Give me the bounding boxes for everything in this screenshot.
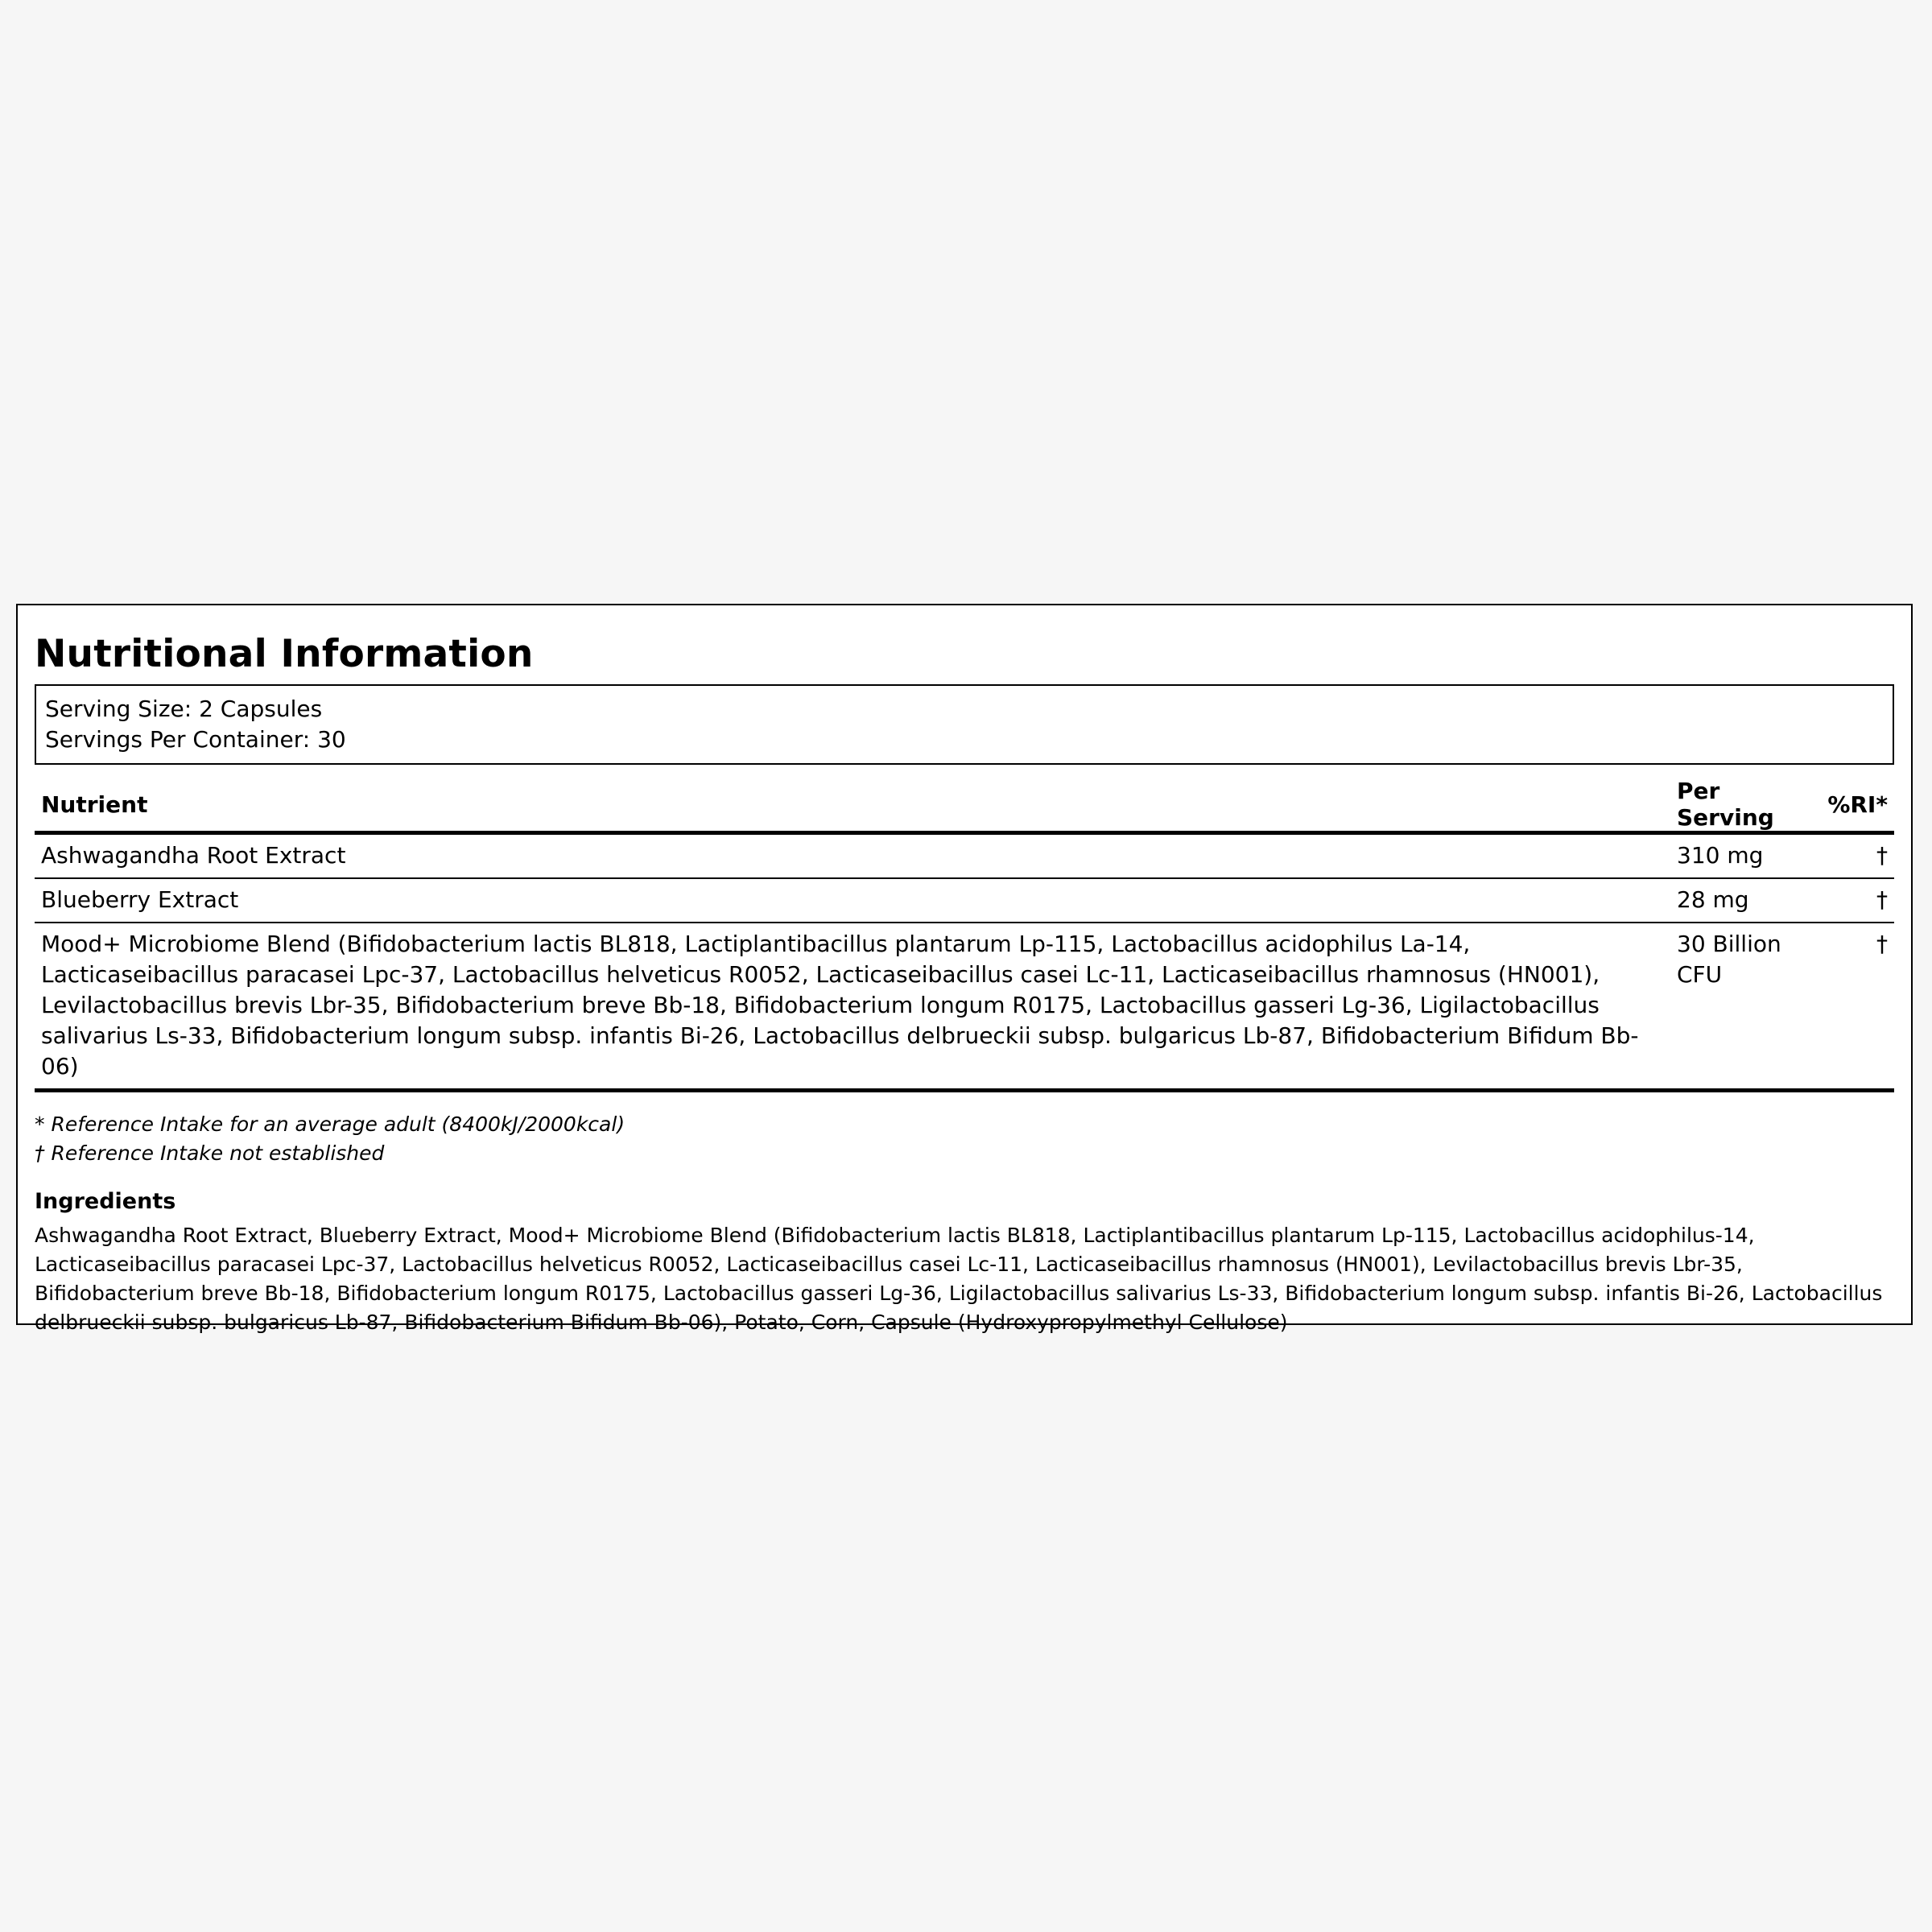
nutrient-ri: † bbox=[1814, 923, 1894, 1091]
footnotes bbox=[35, 1110, 1894, 1168]
ingredients-text: Ashwagandha Root Extract, Blueberry Extract, Mood+ Microbiome Blend (Bifidobacterium lactis BL818, Lactiplantibacillus plantarum Lp-115, Lactobacillus acidophilus-14, Lacticaseibacillus paracasei Lpc-37, Lactobacillus helveticus R0052, Lacticaseibacillus casei Lc-11, Lacticaseibacillus rhamnosus (HN001), Levilactobacillus brevis Lbr-35, Bifidobacterium breve Bb-18, Bifidobacterium longum R0175, Lactobacillus gasseri Lg-36, Ligilactobacillus salivarius Ls-33, Bifidobacterium longum subsp. infantis Bi-26, Lactobacillus delbrueckii subsp. bulgaricus Lb-87, Bifidobacterium Bifidum Bb-06), Potato, Corn, Capsule (Hydroxypropylmethyl Cellulose) bbox=[35, 1224, 1883, 1334]
nutrition-panel bbox=[16, 604, 1913, 1334]
table-row bbox=[35, 878, 1894, 923]
ingredients-heading: Ingredients bbox=[35, 1189, 176, 1214]
nutrient-per-serving: 30 Billion CFU bbox=[1670, 923, 1814, 1091]
nutrient-name: Ashwagandha Root Extract bbox=[35, 833, 1670, 879]
footnote-reference-intake: * Reference Intake for an average adult (8400kJ/2000kcal) bbox=[35, 1113, 625, 1136]
panel-title: Nutritional Information bbox=[35, 632, 534, 676]
nutrient-per-serving: 28 mg bbox=[1670, 878, 1814, 923]
header-nutrient: Nutrient bbox=[35, 778, 1670, 833]
serving-info-box bbox=[35, 684, 1894, 765]
table-row bbox=[35, 923, 1894, 1091]
servings-per-container: Servings Per Container: 30 bbox=[45, 726, 346, 753]
nutrient-ri: † bbox=[1814, 878, 1894, 923]
table-row bbox=[35, 833, 1894, 879]
header-per-serving: Per Serving bbox=[1670, 778, 1814, 833]
nutrient-table bbox=[35, 778, 1894, 1092]
header-ri: %RI* bbox=[1814, 778, 1894, 833]
nutrient-name: Blueberry Extract bbox=[35, 878, 1670, 923]
nutrient-per-serving: 310 mg bbox=[1670, 833, 1814, 879]
nutrient-name: Mood+ Microbiome Blend (Bifidobacterium lactis BL818, Lactiplantibacillus plantarum Lp-115, Lactobacillus acidophilus La-14, Lacticaseibacillus paracasei Lpc-37, Lactobacillus helveticus R0052, Lacticaseibacillus casei Lc-11, Lacticaseibacillus rhamnosus (HN001), Levilactobacillus brevis Lbr-35, Bifidobacterium breve Bb-18, Bifidobacterium longum R0175, Lactobacillus gasseri Lg-36, Ligilactobacillus salivarius Ls-33, Bifidobacterium longum subsp. infantis Bi-26, Lactobacillus delbrueckii subsp. bulgaricus Lb-87, Bifidobacterium Bifidum Bb-06) bbox=[35, 923, 1670, 1091]
footnote-not-established: † Reference Intake not established bbox=[35, 1141, 385, 1165]
serving-size: Serving Size: 2 Capsules bbox=[45, 696, 323, 722]
nutrient-ri: † bbox=[1814, 833, 1894, 879]
table-header-row bbox=[35, 778, 1894, 833]
